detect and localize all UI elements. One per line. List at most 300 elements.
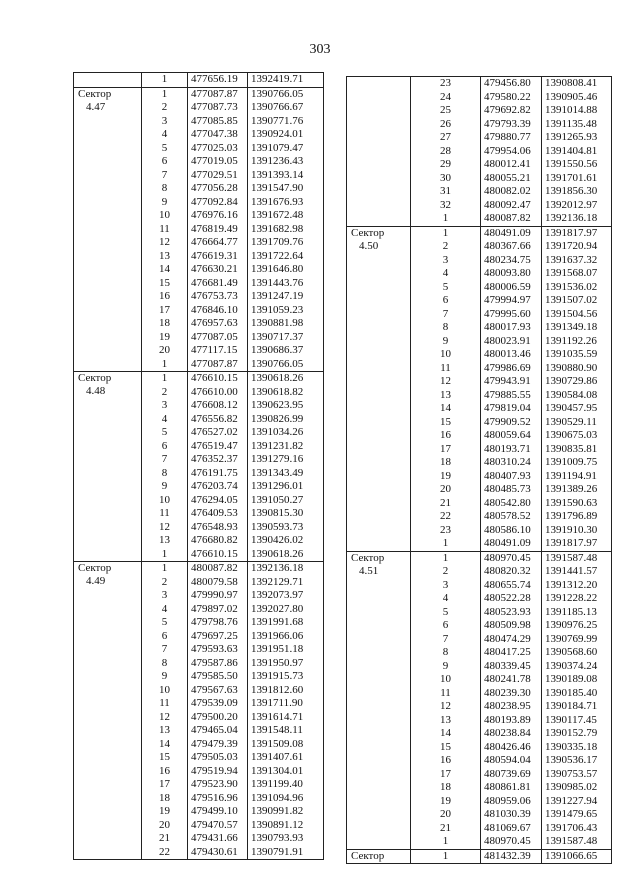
y-coordinate: 1390771.76 — [248, 115, 324, 129]
y-coordinate: 1391507.02 — [542, 294, 612, 308]
x-coordinate: 476957.63 — [188, 317, 248, 331]
x-coordinate: 480059.64 — [481, 429, 542, 443]
x-coordinate: 480239.30 — [481, 687, 542, 701]
point-number: 14 — [411, 727, 481, 741]
point-number: 14 — [411, 402, 481, 416]
x-coordinate: 476846.10 — [188, 304, 248, 318]
point-number: 23 — [411, 77, 481, 91]
point-number: 27 — [411, 131, 481, 145]
x-coordinate: 476548.93 — [188, 521, 248, 535]
x-coordinate: 480013.46 — [481, 348, 542, 362]
x-coordinate: 476519.47 — [188, 440, 248, 454]
sector-label — [74, 87, 142, 372]
y-coordinate: 1391504.56 — [542, 308, 612, 322]
x-coordinate: 480006.59 — [481, 281, 542, 295]
y-coordinate: 1390426.02 — [248, 534, 324, 548]
point-number: 10 — [142, 209, 188, 223]
point-number: 1 — [142, 358, 188, 372]
point-number: 21 — [142, 832, 188, 846]
point-number: 7 — [142, 169, 188, 183]
y-coordinate: 1390835.81 — [542, 443, 612, 457]
point-number: 3 — [142, 399, 188, 413]
y-coordinate: 1390185.40 — [542, 687, 612, 701]
x-coordinate: 476527.02 — [188, 426, 248, 440]
x-coordinate: 481069.67 — [481, 822, 542, 836]
x-coordinate: 476619.31 — [188, 250, 248, 264]
x-coordinate: 477047.38 — [188, 128, 248, 142]
y-coordinate: 1390753.57 — [542, 768, 612, 782]
y-coordinate: 1391094.96 — [248, 792, 324, 806]
y-coordinate: 1391966.06 — [248, 630, 324, 644]
y-coordinate: 1390985.02 — [542, 781, 612, 795]
sector-number: 4.51 — [359, 564, 379, 577]
x-coordinate: 477092.84 — [188, 196, 248, 210]
x-coordinate: 480820.32 — [481, 565, 542, 579]
point-number: 9 — [411, 335, 481, 349]
y-coordinate: 1391035.59 — [542, 348, 612, 362]
x-coordinate: 479580.22 — [481, 91, 542, 105]
x-coordinate: 479793.39 — [481, 118, 542, 132]
y-coordinate: 1390717.37 — [248, 331, 324, 345]
point-number: 4 — [142, 128, 188, 142]
y-coordinate: 1391614.71 — [248, 711, 324, 725]
point-number: 25 — [411, 104, 481, 118]
x-coordinate: 480093.80 — [481, 267, 542, 281]
y-coordinate: 1390686.37 — [248, 344, 324, 358]
x-coordinate: 479909.52 — [481, 416, 542, 430]
y-coordinate: 1390815.30 — [248, 507, 324, 521]
y-coordinate: 1391646.80 — [248, 263, 324, 277]
x-coordinate: 480012.41 — [481, 158, 542, 172]
x-coordinate: 477117.15 — [188, 344, 248, 358]
y-coordinate: 1390152.79 — [542, 727, 612, 741]
x-coordinate: 477019.05 — [188, 155, 248, 169]
point-number: 17 — [142, 778, 188, 792]
x-coordinate: 479539.09 — [188, 697, 248, 711]
y-coordinate: 1390529.11 — [542, 416, 612, 430]
y-coordinate: 1390623.95 — [248, 399, 324, 413]
point-number: 13 — [142, 724, 188, 738]
x-coordinate: 479479.39 — [188, 738, 248, 752]
sector-label — [74, 73, 142, 88]
x-coordinate: 480234.75 — [481, 254, 542, 268]
point-number: 26 — [411, 118, 481, 132]
x-coordinate: 476610.00 — [188, 386, 248, 400]
y-coordinate: 1392073.97 — [248, 589, 324, 603]
x-coordinate: 480339.45 — [481, 660, 542, 674]
y-coordinate: 1390618.26 — [248, 548, 324, 562]
point-number: 14 — [142, 263, 188, 277]
x-coordinate: 476191.75 — [188, 467, 248, 481]
y-coordinate: 1391296.01 — [248, 480, 324, 494]
y-coordinate: 1391796.89 — [542, 510, 612, 524]
point-number: 4 — [142, 603, 188, 617]
point-number: 5 — [142, 426, 188, 440]
x-coordinate: 480509.98 — [481, 619, 542, 633]
point-number: 19 — [142, 331, 188, 345]
x-coordinate: 479519.94 — [188, 765, 248, 779]
sector-number: 4.49 — [86, 575, 106, 587]
point-number: 3 — [411, 254, 481, 268]
x-coordinate: 479456.80 — [481, 77, 542, 91]
y-coordinate: 1390584.08 — [542, 389, 612, 403]
point-number: 11 — [142, 507, 188, 521]
y-coordinate: 1392027.80 — [248, 603, 324, 617]
y-coordinate: 1391059.23 — [248, 304, 324, 318]
table-row — [347, 551, 612, 565]
point-number: 12 — [142, 711, 188, 725]
table-row — [347, 226, 612, 240]
point-number: 13 — [411, 714, 481, 728]
point-number: 1 — [411, 835, 481, 849]
y-coordinate: 1390766.05 — [248, 358, 324, 372]
y-coordinate: 1391587.48 — [542, 835, 612, 849]
point-number: 12 — [411, 700, 481, 714]
x-coordinate: 476819.49 — [188, 223, 248, 237]
point-number: 16 — [411, 429, 481, 443]
y-coordinate: 1391227.94 — [542, 795, 612, 809]
y-coordinate: 1390335.18 — [542, 741, 612, 755]
point-number: 23 — [411, 524, 481, 538]
x-coordinate: 480087.82 — [481, 212, 542, 226]
point-number: 9 — [411, 660, 481, 674]
x-coordinate: 480959.06 — [481, 795, 542, 809]
x-coordinate: 479593.63 — [188, 643, 248, 657]
y-coordinate: 1390374.24 — [542, 660, 612, 674]
x-coordinate: 477087.87 — [188, 358, 248, 372]
y-coordinate: 1390826.99 — [248, 413, 324, 427]
y-coordinate: 1391509.08 — [248, 738, 324, 752]
x-coordinate: 479567.63 — [188, 684, 248, 698]
y-coordinate: 1391856.30 — [542, 185, 612, 199]
y-coordinate: 1390769.99 — [542, 633, 612, 647]
point-number: 12 — [142, 236, 188, 250]
x-coordinate: 479990.97 — [188, 589, 248, 603]
x-coordinate: 479692.82 — [481, 104, 542, 118]
point-number: 8 — [411, 321, 481, 335]
x-coordinate: 480522.28 — [481, 592, 542, 606]
left-coordinates-table — [73, 72, 324, 860]
point-number: 22 — [142, 846, 188, 860]
point-number: 3 — [411, 579, 481, 593]
point-number: 6 — [142, 155, 188, 169]
x-coordinate: 477087.73 — [188, 101, 248, 115]
x-coordinate: 480426.46 — [481, 741, 542, 755]
x-coordinate: 480238.95 — [481, 700, 542, 714]
x-coordinate: 480367.66 — [481, 240, 542, 254]
x-coordinate: 476681.49 — [188, 277, 248, 291]
y-coordinate: 1390189.08 — [542, 673, 612, 687]
x-coordinate: 476294.05 — [188, 494, 248, 508]
point-number: 1 — [411, 537, 481, 551]
y-coordinate: 1391711.90 — [248, 697, 324, 711]
point-number: 15 — [142, 751, 188, 765]
y-coordinate: 1392136.18 — [542, 212, 612, 226]
y-coordinate: 1390976.25 — [542, 619, 612, 633]
y-coordinate: 1390880.90 — [542, 362, 612, 376]
y-coordinate: 1391304.01 — [248, 765, 324, 779]
x-coordinate: 479500.20 — [188, 711, 248, 725]
x-coordinate: 480485.73 — [481, 483, 542, 497]
x-coordinate: 480491.09 — [481, 226, 542, 240]
sector-number: 4.48 — [86, 385, 106, 397]
point-number: 18 — [411, 781, 481, 795]
point-number: 11 — [142, 697, 188, 711]
y-coordinate: 1391404.81 — [542, 145, 612, 159]
right-coordinates-table — [346, 76, 612, 864]
sector-number: 4.47 — [86, 100, 106, 113]
y-coordinate: 1390536.17 — [542, 754, 612, 768]
y-coordinate: 1391817.97 — [542, 226, 612, 240]
x-coordinate: 476630.21 — [188, 263, 248, 277]
y-coordinate: 1391550.56 — [542, 158, 612, 172]
y-coordinate: 1391279.16 — [248, 453, 324, 467]
x-coordinate: 480578.52 — [481, 510, 542, 524]
x-coordinate: 480241.78 — [481, 673, 542, 687]
y-coordinate: 1391014.88 — [542, 104, 612, 118]
y-coordinate: 1391199.40 — [248, 778, 324, 792]
point-number: 18 — [142, 317, 188, 331]
y-coordinate: 1391389.26 — [542, 483, 612, 497]
x-coordinate: 476753.73 — [188, 290, 248, 304]
y-coordinate: 1391676.93 — [248, 196, 324, 210]
point-number: 5 — [411, 606, 481, 620]
sector-label — [74, 562, 142, 860]
x-coordinate: 477029.51 — [188, 169, 248, 183]
point-number: 1 — [142, 372, 188, 386]
table-row — [74, 73, 324, 88]
y-coordinate: 1392012.97 — [542, 199, 612, 213]
point-number: 6 — [411, 619, 481, 633]
y-coordinate: 1390618.82 — [248, 386, 324, 400]
point-number: 1 — [142, 73, 188, 88]
x-coordinate: 480542.80 — [481, 497, 542, 511]
sector-label — [74, 372, 142, 562]
point-number: 19 — [411, 795, 481, 809]
x-coordinate: 479431.66 — [188, 832, 248, 846]
point-number: 1 — [142, 562, 188, 576]
y-coordinate: 1391407.61 — [248, 751, 324, 765]
y-coordinate: 1390905.46 — [542, 91, 612, 105]
x-coordinate: 480092.47 — [481, 199, 542, 213]
point-number: 3 — [142, 115, 188, 129]
sector-word: Сектор — [78, 87, 112, 100]
point-number: 17 — [411, 768, 481, 782]
point-number: 17 — [411, 443, 481, 457]
y-coordinate: 1391812.60 — [248, 684, 324, 698]
x-coordinate: 480861.81 — [481, 781, 542, 795]
y-coordinate: 1390593.73 — [248, 521, 324, 535]
point-number: 10 — [142, 494, 188, 508]
y-coordinate: 1390991.82 — [248, 805, 324, 819]
x-coordinate: 480079.58 — [188, 576, 248, 590]
point-number: 8 — [142, 657, 188, 671]
x-coordinate: 476203.74 — [188, 480, 248, 494]
page-number: 303 — [309, 42, 331, 57]
sector-word: Сектор — [351, 849, 385, 862]
y-coordinate: 1390766.05 — [248, 87, 324, 101]
x-coordinate: 480491.09 — [481, 537, 542, 551]
point-number: 9 — [142, 670, 188, 684]
point-number: 21 — [411, 497, 481, 511]
point-number: 31 — [411, 185, 481, 199]
point-number: 15 — [142, 277, 188, 291]
point-number: 16 — [142, 765, 188, 779]
x-coordinate: 480023.91 — [481, 335, 542, 349]
y-coordinate: 1391817.97 — [542, 537, 612, 551]
point-number: 11 — [411, 362, 481, 376]
y-coordinate: 1391720.94 — [542, 240, 612, 254]
x-coordinate: 480193.89 — [481, 714, 542, 728]
point-number: 15 — [411, 416, 481, 430]
y-coordinate: 1391343.49 — [248, 467, 324, 481]
point-number: 4 — [411, 592, 481, 606]
y-coordinate: 1391637.32 — [542, 254, 612, 268]
sector-word: Сектор — [78, 562, 112, 574]
point-number: 7 — [411, 308, 481, 322]
point-number: 19 — [411, 470, 481, 484]
y-coordinate: 1391194.91 — [542, 470, 612, 484]
y-coordinate: 1391950.97 — [248, 657, 324, 671]
point-number: 4 — [142, 413, 188, 427]
x-coordinate: 480586.10 — [481, 524, 542, 538]
y-coordinate: 1391568.07 — [542, 267, 612, 281]
point-number: 11 — [411, 687, 481, 701]
x-coordinate: 476610.15 — [188, 548, 248, 562]
point-number: 20 — [142, 819, 188, 833]
x-coordinate: 480407.93 — [481, 470, 542, 484]
point-number: 13 — [142, 534, 188, 548]
y-coordinate: 1390791.91 — [248, 846, 324, 860]
x-coordinate: 480970.45 — [481, 835, 542, 849]
y-coordinate: 1391079.47 — [248, 142, 324, 156]
y-coordinate: 1391265.93 — [542, 131, 612, 145]
x-coordinate: 476610.15 — [188, 372, 248, 386]
point-number: 8 — [142, 467, 188, 481]
y-coordinate: 1391709.76 — [248, 236, 324, 250]
x-coordinate: 479885.55 — [481, 389, 542, 403]
table-row — [74, 87, 324, 101]
x-coordinate: 480087.82 — [188, 562, 248, 576]
x-coordinate: 479880.77 — [481, 131, 542, 145]
point-number: 16 — [142, 290, 188, 304]
table-row — [74, 562, 324, 576]
point-number: 11 — [142, 223, 188, 237]
x-coordinate: 480655.74 — [481, 579, 542, 593]
point-number: 9 — [142, 480, 188, 494]
point-number: 18 — [411, 456, 481, 470]
table-row — [347, 849, 612, 864]
sector-word: Сектор — [351, 226, 385, 239]
point-number: 8 — [142, 182, 188, 196]
y-coordinate: 1392129.71 — [248, 576, 324, 590]
point-number: 15 — [411, 741, 481, 755]
point-number: 13 — [142, 250, 188, 264]
point-number: 4 — [411, 267, 481, 281]
point-number: 30 — [411, 172, 481, 186]
x-coordinate: 479954.06 — [481, 145, 542, 159]
y-coordinate: 1391135.48 — [542, 118, 612, 132]
point-number: 20 — [411, 808, 481, 822]
y-coordinate: 1392136.18 — [248, 562, 324, 576]
x-coordinate: 476556.82 — [188, 413, 248, 427]
y-coordinate: 1392419.71 — [248, 73, 324, 88]
sector-word: Сектор — [78, 372, 112, 384]
y-coordinate: 1391547.90 — [248, 182, 324, 196]
right-table-body — [347, 77, 612, 864]
point-number: 29 — [411, 158, 481, 172]
x-coordinate: 480417.25 — [481, 646, 542, 660]
x-coordinate: 479995.60 — [481, 308, 542, 322]
point-number: 20 — [411, 483, 481, 497]
x-coordinate: 479587.86 — [188, 657, 248, 671]
point-number: 9 — [142, 196, 188, 210]
x-coordinate: 477656.19 — [188, 73, 248, 88]
x-coordinate: 479523.90 — [188, 778, 248, 792]
x-coordinate: 480238.84 — [481, 727, 542, 741]
x-coordinate: 480017.93 — [481, 321, 542, 335]
y-coordinate: 1391536.02 — [542, 281, 612, 295]
y-coordinate: 1391050.27 — [248, 494, 324, 508]
y-coordinate: 1391672.48 — [248, 209, 324, 223]
point-number: 24 — [411, 91, 481, 105]
x-coordinate: 479505.03 — [188, 751, 248, 765]
x-coordinate: 479697.25 — [188, 630, 248, 644]
y-coordinate: 1390184.71 — [542, 700, 612, 714]
x-coordinate: 479516.96 — [188, 792, 248, 806]
y-coordinate: 1391312.20 — [542, 579, 612, 593]
y-coordinate: 1391393.14 — [248, 169, 324, 183]
point-number: 1 — [411, 551, 481, 565]
point-number: 16 — [411, 754, 481, 768]
point-number: 19 — [142, 805, 188, 819]
x-coordinate: 480082.02 — [481, 185, 542, 199]
x-coordinate: 479430.61 — [188, 846, 248, 860]
y-coordinate: 1391722.64 — [248, 250, 324, 264]
point-number: 14 — [142, 738, 188, 752]
x-coordinate: 480523.93 — [481, 606, 542, 620]
x-coordinate: 477087.05 — [188, 331, 248, 345]
y-coordinate: 1390457.95 — [542, 402, 612, 416]
y-coordinate: 1391701.61 — [542, 172, 612, 186]
point-number: 2 — [411, 565, 481, 579]
y-coordinate: 1391236.43 — [248, 155, 324, 169]
point-number: 22 — [411, 510, 481, 524]
y-coordinate: 1391910.30 — [542, 524, 612, 538]
point-number: 1 — [411, 226, 481, 240]
y-coordinate: 1391682.98 — [248, 223, 324, 237]
point-number: 1 — [411, 212, 481, 226]
point-number: 12 — [142, 521, 188, 535]
point-number: 7 — [411, 633, 481, 647]
x-coordinate: 479470.57 — [188, 819, 248, 833]
point-number: 1 — [142, 87, 188, 101]
x-coordinate: 477056.28 — [188, 182, 248, 196]
x-coordinate: 476352.37 — [188, 453, 248, 467]
y-coordinate: 1391706.43 — [542, 822, 612, 836]
x-coordinate: 480739.69 — [481, 768, 542, 782]
y-coordinate: 1391443.76 — [248, 277, 324, 291]
point-number: 2 — [142, 576, 188, 590]
sector-label — [347, 77, 411, 227]
y-coordinate: 1391231.82 — [248, 440, 324, 454]
y-coordinate: 1390117.45 — [542, 714, 612, 728]
y-coordinate: 1390766.67 — [248, 101, 324, 115]
y-coordinate: 1391066.65 — [542, 849, 612, 864]
point-number: 32 — [411, 199, 481, 213]
x-coordinate: 479943.91 — [481, 375, 542, 389]
point-number: 12 — [411, 375, 481, 389]
